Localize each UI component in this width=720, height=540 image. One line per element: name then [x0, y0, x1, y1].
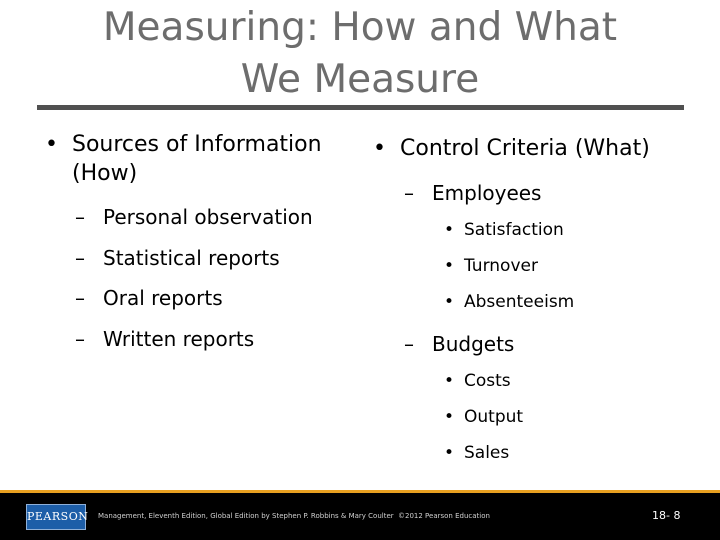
right-heading-bullet: • — [373, 136, 386, 161]
left-item-1: Personal observation — [103, 205, 313, 229]
footer-book-credit: Management, Eleventh Edition, Global Edition by Stephen P. Robbins & Mary Coulter — [98, 512, 394, 520]
employees-label: Employees — [432, 181, 542, 205]
left-heading-line-2: (How) — [72, 161, 138, 186]
sub-bullet-2: • — [444, 256, 455, 276]
employees-item-3: Absenteeism — [464, 292, 575, 312]
title-line-2: We Measure — [240, 57, 480, 102]
employees-item-1: Satisfaction — [464, 220, 564, 240]
sub-bullet-1: • — [444, 220, 455, 240]
footer-copyright: ©2012 Pearson Education — [398, 512, 490, 520]
right-heading: Control Criteria (What) — [400, 136, 650, 161]
sub-bullet-3: • — [444, 292, 455, 312]
title-divider — [37, 105, 684, 110]
sub-bullet-6: • — [444, 443, 455, 463]
dash-3: – — [75, 286, 85, 310]
left-item-3: Oral reports — [103, 286, 223, 310]
budgets-item-1: Costs — [464, 371, 511, 391]
page-number: 18- 8 — [652, 509, 681, 522]
logo-text: PEARSON — [27, 510, 89, 523]
dash-4: – — [75, 327, 85, 351]
dash-1: – — [75, 205, 85, 229]
budgets-item-2: Output — [464, 407, 524, 427]
left-heading-line-1: Sources of Information — [72, 132, 322, 157]
budgets-item-3: Sales — [464, 443, 510, 463]
dash-employees: – — [404, 181, 414, 205]
budgets-label: Budgets — [432, 332, 515, 356]
sub-bullet-5: • — [444, 407, 455, 427]
left-item-2: Statistical reports — [103, 246, 280, 270]
pearson-logo — [26, 504, 89, 530]
employees-item-2: Turnover — [464, 256, 538, 276]
dash-2: – — [75, 246, 85, 270]
title-line-1: Measuring: How and What — [102, 5, 618, 50]
footer-bar — [0, 490, 720, 540]
left-heading-bullet: • — [45, 132, 58, 157]
left-item-4: Written reports — [103, 327, 255, 351]
sub-bullet-4: • — [444, 371, 455, 391]
footer-accent-line — [0, 490, 720, 493]
slide-title — [0, 2, 720, 106]
dash-budgets: – — [404, 332, 414, 356]
